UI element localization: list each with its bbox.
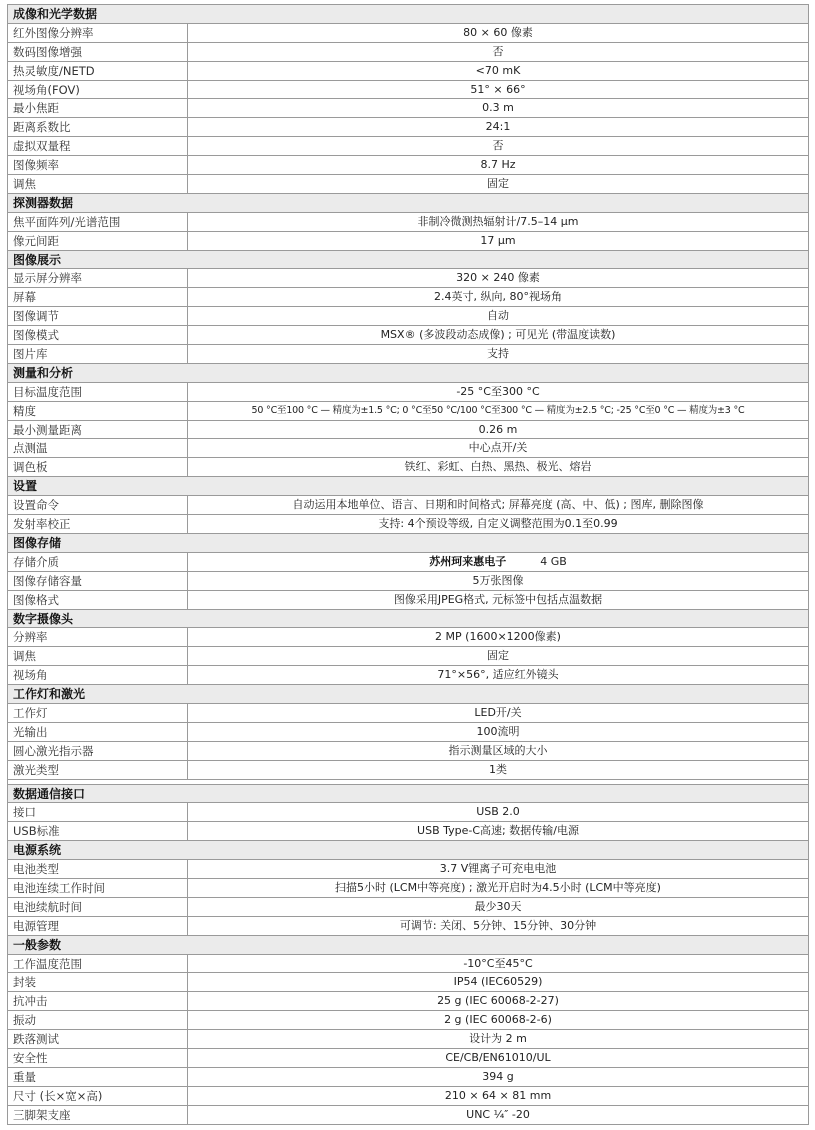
spec-value: USB 2.0 — [476, 805, 520, 819]
spec-row — [7, 761, 809, 780]
spec-value-cell — [188, 666, 808, 684]
spec-value-cell — [188, 232, 808, 250]
spec-row — [7, 591, 809, 610]
spec-value: 支持: 4个预设等级, 自定义调整范围为0.1至0.99 — [378, 517, 618, 531]
spec-row — [7, 496, 809, 515]
spec-row — [7, 62, 809, 81]
watermark-text: 苏州珂来惠电子 — [429, 554, 507, 568]
spec-value: 可调节: 关闭、5分钟、15分钟、30分钟 — [399, 918, 597, 932]
spec-value-cell — [188, 704, 808, 722]
spec-value: MSX® (多波段动态成像) ; 可见光 (带温度读数) — [380, 328, 616, 342]
spec-value: 2.4英寸, 纵向, 80°视场角 — [434, 290, 562, 304]
spec-row — [7, 860, 809, 879]
spec-value-cell — [188, 439, 808, 457]
section-header: 图像展示 — [7, 251, 809, 270]
spec-value: -10°C至45°C — [463, 956, 533, 970]
spec-label: 电池连续工作时间 — [8, 879, 188, 897]
section-header: 一般参数 — [7, 936, 809, 955]
section-header: 设置 — [7, 477, 809, 496]
spec-row — [7, 553, 809, 572]
spec-value: 设计为 2 m — [469, 1032, 527, 1046]
spec-value: 17 µm — [480, 233, 516, 247]
spec-label: 调焦 — [8, 647, 188, 665]
spec-value-cell — [188, 723, 808, 741]
spec-value-cell — [188, 591, 808, 609]
spec-value: 自动运用本地单位、语言、日期和时间格式; 屏幕亮度 (高、中、低) ; 图库, 删除图像 — [292, 498, 704, 512]
spec-value-cell — [188, 62, 808, 80]
spec-value: 图像采用JPEG格式, 元标签中包括点温数据 — [393, 592, 603, 606]
spec-value-cell — [188, 553, 808, 571]
spec-row — [7, 742, 809, 761]
spec-value-cell — [188, 326, 808, 344]
spec-value: 5万张图像 — [472, 573, 524, 587]
spec-label: 封装 — [8, 973, 188, 991]
spec-row — [7, 213, 809, 232]
spec-label: 距离系数比 — [8, 118, 188, 136]
spec-row — [7, 137, 809, 156]
spec-value-cell — [188, 742, 808, 760]
spec-label: 虚拟双量程 — [8, 137, 188, 155]
spec-label: 点测温 — [8, 439, 188, 457]
spec-row — [7, 421, 809, 440]
spec-value: 铁红、彩虹、白热、黑热、极光、熔岩 — [404, 460, 592, 474]
spec-row — [7, 307, 809, 326]
spec-value-cell — [188, 647, 808, 665]
spec-value: 扫描5小时 (LCM中等亮度) ; 激光开启时为4.5小时 (LCM中等亮度) — [335, 880, 661, 894]
spec-row — [7, 647, 809, 666]
spec-value: 指示测量区域的大小 — [448, 743, 548, 757]
spec-value: UNC ¼″ -20 — [466, 1107, 530, 1121]
spec-label: 工作灯 — [8, 704, 188, 722]
spec-row — [7, 1106, 809, 1125]
spec-row — [7, 1087, 809, 1106]
spec-label: 数码图像增强 — [8, 43, 188, 61]
section-header: 电源系统 — [7, 841, 809, 860]
spec-value: 394 g — [482, 1069, 514, 1083]
spec-value-cell — [188, 118, 808, 136]
spec-value: 非制冷微测热辐射计/7.5–14 µm — [417, 214, 579, 228]
spec-label: 设置命令 — [8, 496, 188, 514]
spec-value: 25 g (IEC 60068-2-27) — [437, 994, 559, 1008]
spec-value-cell — [188, 761, 808, 779]
spec-label: 分辨率 — [8, 628, 188, 646]
spec-label: 屏幕 — [8, 288, 188, 306]
spec-row — [7, 175, 809, 194]
spec-label: 调色板 — [8, 458, 188, 476]
spec-label: 电池续航时间 — [8, 898, 188, 916]
spec-value: 8.7 Hz — [480, 158, 516, 172]
spec-row — [7, 628, 809, 647]
spec-label: 抗冲击 — [8, 992, 188, 1010]
spec-value-cell — [188, 1011, 808, 1029]
spec-row — [7, 402, 809, 421]
spec-label: 精度 — [8, 402, 188, 420]
spec-value: 320 × 240 像素 — [456, 271, 540, 285]
spec-label: 图像频率 — [8, 156, 188, 174]
spec-value-cell — [188, 628, 808, 646]
spec-value-cell — [188, 213, 808, 231]
spec-row — [7, 118, 809, 137]
spec-value-cell — [188, 345, 808, 363]
spec-value: CE/CB/EN61010/UL — [445, 1050, 551, 1064]
section-header: 图像存储 — [7, 534, 809, 553]
spec-label: 发射率校正 — [8, 515, 188, 533]
spec-value-cell — [188, 803, 808, 821]
spec-value-cell — [188, 81, 808, 99]
spec-value: 1类 — [489, 762, 507, 776]
section-header: 数字摄像头 — [7, 610, 809, 629]
spec-row — [7, 345, 809, 364]
spec-label: 尺寸 (长×宽×高) — [8, 1087, 188, 1105]
spec-label: 显示屏分辨率 — [8, 269, 188, 287]
section-header: 工作灯和激光 — [7, 685, 809, 704]
spec-value-cell — [188, 458, 808, 476]
spec-label: 重量 — [8, 1068, 188, 1086]
spec-value-cell — [188, 1106, 808, 1124]
spec-value-cell — [188, 898, 808, 916]
spec-value-cell — [188, 496, 808, 514]
spec-row — [7, 43, 809, 62]
spec-row — [7, 232, 809, 251]
spec-label: 调焦 — [8, 175, 188, 193]
spec-row — [7, 288, 809, 307]
spec-label: 图像存储容量 — [8, 572, 188, 590]
spec-value: 否 — [492, 44, 504, 58]
spec-value: 210 × 64 × 81 mm — [444, 1088, 552, 1102]
spec-label: 光输出 — [8, 723, 188, 741]
spec-value: 2 g (IEC 60068-2-6) — [444, 1013, 552, 1027]
spec-value: 最少30天 — [474, 899, 522, 913]
spec-row — [7, 383, 809, 402]
spec-value-cell — [188, 421, 808, 439]
section-header: 探测器数据 — [7, 194, 809, 213]
spec-value-cell — [188, 307, 808, 325]
spec-value: 0.26 m — [478, 422, 518, 436]
spec-value-cell — [188, 822, 808, 840]
spec-value-cell — [188, 383, 808, 401]
spec-value: 51° × 66° — [470, 82, 526, 96]
spec-row — [7, 269, 809, 288]
spec-value: 自动 — [487, 309, 509, 323]
spec-label: 工作温度范围 — [8, 955, 188, 973]
spec-value-cell — [188, 917, 808, 935]
spec-row — [7, 898, 809, 917]
spec-value: <70 mK — [475, 63, 521, 77]
spec-value-cell — [188, 1068, 808, 1086]
spec-value-cell — [188, 515, 808, 533]
spec-value-cell — [188, 269, 808, 287]
spec-value: -25 °C至300 °C — [456, 384, 540, 398]
spec-label: 跌落测试 — [8, 1030, 188, 1048]
spec-value: 固定 — [487, 177, 509, 191]
section-header: 数据通信接口 — [7, 785, 809, 804]
spec-row — [7, 156, 809, 175]
spec-value-cell — [188, 24, 808, 42]
spec-label: 图像模式 — [8, 326, 188, 344]
spec-label: 激光类型 — [8, 761, 188, 779]
spec-label: 存储介质 — [8, 553, 188, 571]
spec-value-cell — [188, 99, 808, 117]
spec-label: 热灵敏度/NETD — [8, 62, 188, 80]
spec-value-cell — [188, 1030, 808, 1048]
spec-row — [7, 326, 809, 345]
spec-value-cell — [188, 1049, 808, 1067]
spec-row — [7, 803, 809, 822]
spec-value: LED开/关 — [474, 705, 522, 719]
spec-label: 焦平面阵列/光谱范围 — [8, 213, 188, 231]
spec-label: 三脚架支座 — [8, 1106, 188, 1124]
spec-value-cell — [188, 879, 808, 897]
spec-value: 80 × 60 像素 — [463, 25, 533, 39]
spec-label: USB标准 — [8, 822, 188, 840]
spec-value: IP54 (IEC60529) — [453, 975, 543, 989]
spec-row — [7, 879, 809, 898]
spec-table — [7, 4, 809, 1125]
spec-label: 最小焦距 — [8, 99, 188, 117]
spec-value-cell — [188, 43, 808, 61]
spec-row — [7, 1068, 809, 1087]
spec-label: 图像调节 — [8, 307, 188, 325]
spec-label: 图片库 — [8, 345, 188, 363]
spec-value-cell — [188, 992, 808, 1010]
spec-value-cell — [188, 860, 808, 878]
spec-value: 否 — [492, 139, 504, 153]
section-header: 测量和分析 — [7, 364, 809, 383]
spec-row — [7, 704, 809, 723]
spec-value-cell — [188, 288, 808, 306]
spec-value-cell — [188, 1087, 808, 1105]
spec-value-cell — [188, 156, 808, 174]
spec-row — [7, 973, 809, 992]
spec-label: 圆心激光指示器 — [8, 742, 188, 760]
spec-row — [7, 1030, 809, 1049]
spec-value: 71°×56°, 适应红外镜头 — [437, 668, 559, 682]
spec-value-cell — [188, 175, 808, 193]
spec-row — [7, 99, 809, 118]
spec-value: 24:1 — [485, 120, 511, 134]
spec-label: 视场角 — [8, 666, 188, 684]
spec-label: 图像格式 — [8, 591, 188, 609]
spec-row — [7, 458, 809, 477]
spec-value: 固定 — [487, 649, 509, 663]
spec-value-cell — [188, 402, 808, 420]
spec-row — [7, 1049, 809, 1068]
spec-label: 像元间距 — [8, 232, 188, 250]
spec-value-cell — [188, 572, 808, 590]
spec-row — [7, 439, 809, 458]
spec-value: 0.3 m — [482, 101, 514, 115]
section-header: 成像和光学数据 — [7, 5, 809, 24]
spec-value-cell — [188, 955, 808, 973]
spec-label: 目标温度范围 — [8, 383, 188, 401]
spec-value-cell — [188, 973, 808, 991]
spec-value: 50 °C至100 °C — 精度为±1.5 °C; 0 °C至50 °C/100 °C至300 °C — 精度为±2.5 °C; -25 °C至0 °C — 精度为±3 °C — [251, 404, 745, 416]
spec-row — [7, 1011, 809, 1030]
spec-row — [7, 81, 809, 100]
spec-label: 最小测量距离 — [8, 421, 188, 439]
spec-label: 振动 — [8, 1011, 188, 1029]
spec-label: 电池类型 — [8, 860, 188, 878]
spec-row — [7, 666, 809, 685]
spec-row — [7, 955, 809, 974]
spec-label: 红外图像分辨率 — [8, 24, 188, 42]
spec-row — [7, 572, 809, 591]
spec-value: 支持 — [487, 347, 509, 361]
spec-label: 电源管理 — [8, 917, 188, 935]
spec-value: USB Type-C高速; 数据传输/电源 — [417, 824, 579, 838]
spec-value: 3.7 V锂离子可充电电池 — [439, 862, 557, 876]
spec-value: 中心点开/关 — [468, 441, 528, 455]
spec-value-cell — [188, 137, 808, 155]
spec-row — [7, 24, 809, 43]
spec-value: 4 GB — [540, 554, 567, 568]
spec-value: 2 MP (1600×1200像素) — [435, 630, 561, 644]
spec-row — [7, 515, 809, 534]
spec-label: 安全性 — [8, 1049, 188, 1067]
spec-label: 接口 — [8, 803, 188, 821]
spec-row — [7, 822, 809, 841]
spec-row — [7, 992, 809, 1011]
spec-row — [7, 723, 809, 742]
spec-label: 视场角(FOV) — [8, 81, 188, 99]
spec-row — [7, 917, 809, 936]
spec-value: 100流明 — [476, 724, 520, 738]
